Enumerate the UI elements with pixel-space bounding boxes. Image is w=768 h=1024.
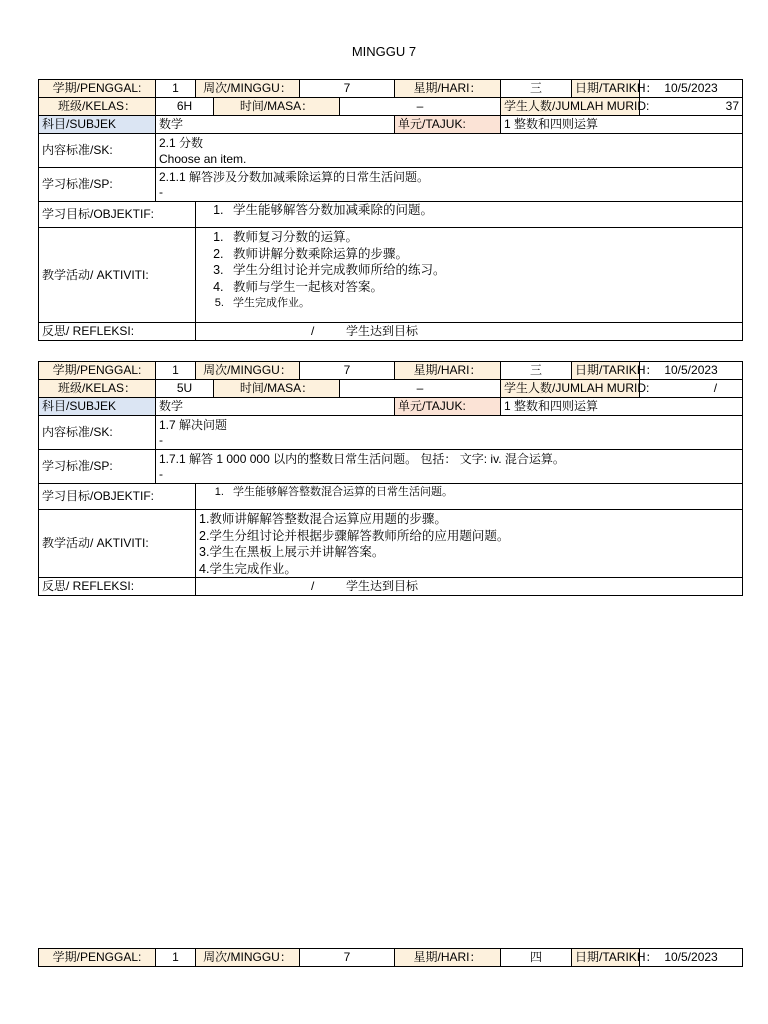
objektif-item: 1. 学生能够解答整数混合运算的日常生活问题。 <box>227 484 739 501</box>
masa-label: 时间/MASA： <box>214 98 340 116</box>
tarikh-label: 日期/TARIKH： <box>572 80 640 98</box>
sp-cell <box>156 168 743 202</box>
jumlah-murid-label: 学生人数/JUMLAH MURID: <box>501 98 640 116</box>
aktiviti-label: 教学活动/ AKTIVITI: <box>39 510 196 578</box>
refleksi-cell: / 学生达到目标 <box>196 323 743 341</box>
aktiviti-item: 4.学生完成作业。 <box>199 561 297 576</box>
aktiviti-item: 5. 学生完成作业。 <box>227 295 739 312</box>
aktiviti-item: 1. 教师复习分数的运算。 <box>227 229 739 246</box>
aktiviti-label: 教学活动/ AKTIVITI: <box>39 228 196 323</box>
tajuk-value: 1 整数和四则运算 <box>501 398 743 416</box>
kelas-value: 6H <box>156 98 214 116</box>
objektif-cell <box>196 484 743 510</box>
tarikh-value: 10/5/2023 <box>640 949 743 967</box>
jumlah-murid-label: 学生人数/JUMLAH MURID: <box>501 380 640 398</box>
refleksi-label: 反思/ REFLEKSI: <box>39 578 196 596</box>
minggu-label: 周次/MINGGU： <box>196 949 300 967</box>
penggal-value: 1 <box>156 362 196 380</box>
aktiviti-cell <box>196 228 743 323</box>
refleksi-cell: / 学生达到目标 <box>196 578 743 596</box>
masa-value: – <box>340 98 501 116</box>
lesson-plan-table-2 <box>38 361 743 596</box>
tarikh-value: 10/5/2023 <box>640 80 743 98</box>
penggal-label: 学期/PENGGAL: <box>39 362 156 380</box>
kelas-label: 班级/KELAS： <box>39 98 156 116</box>
tajuk-value: 1 整数和四则运算 <box>501 116 743 134</box>
objektif-item: 1. 学生能够解答分数加减乘除的问题。 <box>227 202 739 219</box>
penggal-label: 学期/PENGGAL: <box>39 949 156 967</box>
minggu-value: 7 <box>300 362 395 380</box>
hari-value: 三 <box>501 362 572 380</box>
tajuk-label: 单元/TAJUK: <box>395 116 501 134</box>
sp-line-2: - <box>159 466 163 481</box>
refleksi-right: 学生达到目标 <box>346 324 419 338</box>
aktiviti-cell <box>196 510 743 578</box>
subjek-value: 数学 <box>156 116 395 134</box>
masa-label: 时间/MASA： <box>214 380 340 398</box>
penggal-value: 1 <box>156 80 196 98</box>
sk-line-2: - <box>159 432 163 447</box>
aktiviti-item: 2.学生分组讨论并根据步骤解答教师所给的应用题问题。 <box>199 528 510 543</box>
hari-label: 星期/HARI： <box>395 949 501 967</box>
aktiviti-item: 4. 教师与学生一起核对答案。 <box>227 279 739 296</box>
masa-value: – <box>340 380 501 398</box>
sk-label: 内容标准/SK: <box>39 416 156 450</box>
tajuk-label: 单元/TAJUK: <box>395 398 501 416</box>
sp-line-1: 1.7.1 解答 1 000 000 以内的整数日常生活问题。 包括： 文字: iv. 混合运算。 <box>159 451 565 466</box>
sk-cell <box>156 416 743 450</box>
penggal-value: 1 <box>156 949 196 967</box>
sp-label: 学习标准/SP: <box>39 450 156 484</box>
lesson-plan-table-3 <box>38 948 743 967</box>
aktiviti-item: 2. 教师讲解分数乘除运算的步骤。 <box>227 246 739 263</box>
objektif-cell <box>196 202 743 228</box>
minggu-value: 7 <box>300 949 395 967</box>
page-title: MINGGU 7 <box>351 44 417 59</box>
sk-label: 内容标准/SK: <box>39 134 156 168</box>
jumlah-murid-value: / <box>640 380 743 398</box>
hari-value: 四 <box>501 949 572 967</box>
sp-line-1: 2.1.1 解答涉及分数加减乘除运算的日常生活问题。 <box>159 169 430 184</box>
refleksi-right: 学生达到目标 <box>346 579 419 593</box>
minggu-label: 周次/MINGGU： <box>196 362 300 380</box>
refleksi-label: 反思/ REFLEKSI: <box>39 323 196 341</box>
minggu-label: 周次/MINGGU： <box>196 80 300 98</box>
tarikh-label: 日期/TARIKH： <box>572 362 640 380</box>
kelas-label: 班级/KELAS： <box>39 380 156 398</box>
tarikh-value: 10/5/2023 <box>640 362 743 380</box>
kelas-value: 5U <box>156 380 214 398</box>
objektif-label: 学习目标/OBJEKTIF: <box>39 202 196 228</box>
aktiviti-item: 3. 学生分组讨论并完成教师所给的练习。 <box>227 262 739 279</box>
lesson-plan-table-1 <box>38 79 743 341</box>
hari-label: 星期/HARI： <box>395 80 501 98</box>
sp-cell <box>156 450 743 484</box>
sk-line-1: 2.1 分数 <box>159 135 204 150</box>
hari-value: 三 <box>501 80 572 98</box>
subjek-label: 科目/SUBJEK <box>39 398 156 416</box>
minggu-value: 7 <box>300 80 395 98</box>
subjek-value: 数学 <box>156 398 395 416</box>
hari-label: 星期/HARI： <box>395 362 501 380</box>
penggal-label: 学期/PENGGAL: <box>39 80 156 98</box>
sk-line-1: 1.7 解决问题 <box>159 417 228 432</box>
subjek-label: 科目/SUBJEK <box>39 116 156 134</box>
sk-cell <box>156 134 743 168</box>
aktiviti-item: 1.教师讲解解答整数混合运算应用题的步骤。 <box>199 512 447 526</box>
sk-line-2: Choose an item. <box>159 151 247 166</box>
objektif-label: 学习目标/OBJEKTIF: <box>39 484 196 510</box>
sp-label: 学习标准/SP: <box>39 168 156 202</box>
sp-line-2: - <box>159 184 163 199</box>
jumlah-murid-value: 37 <box>640 98 743 116</box>
tarikh-label: 日期/TARIKH： <box>572 949 640 967</box>
aktiviti-item: 3.学生在黑板上展示并讲解答案。 <box>199 545 385 559</box>
